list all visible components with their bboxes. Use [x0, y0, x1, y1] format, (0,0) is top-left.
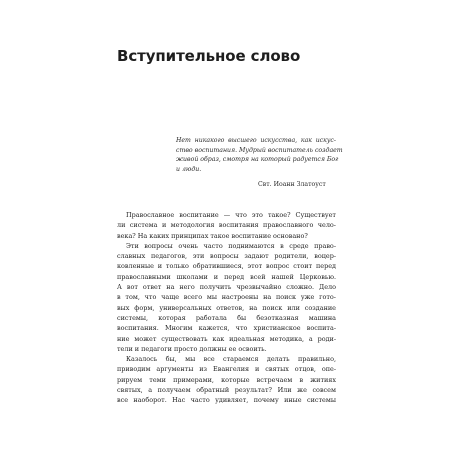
- paragraph-line: тели и педагоги просто должны ее освоить.: [117, 344, 267, 353]
- paragraph-line: Православное воспитание — что это такое? Существует: [126, 211, 336, 219]
- chapter-title: Вступительное слово: [117, 47, 301, 65]
- paragraph-line: святых, а получаем обратный результат? Или же совсем: [117, 386, 336, 395]
- paragraph-line: Казалось бы, мы все стараемся делать правильно,: [126, 355, 336, 364]
- epigraph-line: ство воспитания. Мудрый воспитатель создает: [176, 146, 343, 154]
- paragraph-line: приводим аргументы из Евангелия и святых отцов, опе-: [117, 365, 336, 374]
- paragraph-line: ковленные и только обратившиеся, этот вопрос стоит перед: [117, 262, 336, 271]
- paragraph-line: вых форм, универсальных ответов, на поиск или создание: [117, 303, 336, 312]
- body-text: [117, 210, 336, 406]
- paragraph-line: рируем теми примерами, которые встречаем в житиях: [117, 375, 336, 384]
- paragraph-line: воспитания. Многим кажется, что христианское воспита-: [117, 324, 336, 333]
- epigraph-line: Нет никакого высшего искусства, как искус-: [176, 137, 336, 144]
- paragraph-line: системы, которая работала бы безотказная машина: [117, 313, 336, 322]
- paragraph-line: века? На каких принципах такое воспитание основано?: [117, 231, 308, 240]
- epigraph: [176, 136, 343, 174]
- epigraph-line: и люди.: [176, 165, 202, 173]
- paragraph-line: Эти вопросы очень часто поднимаются в среде право-: [126, 241, 336, 250]
- paragraph-line: православными школами и перед всей нашей Церковью.: [117, 272, 336, 281]
- epigraph-line: живой образ, смотря на который радуется Бог: [176, 156, 339, 164]
- paragraph-line: славных педагогов, эти вопросы задают родители, воцер-: [117, 252, 336, 261]
- paragraph-line: ли система и методология воспитания православного чело-: [117, 221, 336, 230]
- paragraph-line: все наоборот. Нас часто удивляет, почему иные системы: [117, 396, 336, 405]
- paragraph-line: в том, что чаще всего мы настроены на поиск уже гото-: [117, 293, 336, 302]
- paragraph-line: ние может существовать как идеальная методика, а роди-: [117, 334, 336, 343]
- epigraph-attribution: Свт. Иоанн Златоуст: [258, 181, 326, 188]
- paragraph-line: А вот ответ на него получить чрезвычайно сложно. Дело: [117, 283, 336, 292]
